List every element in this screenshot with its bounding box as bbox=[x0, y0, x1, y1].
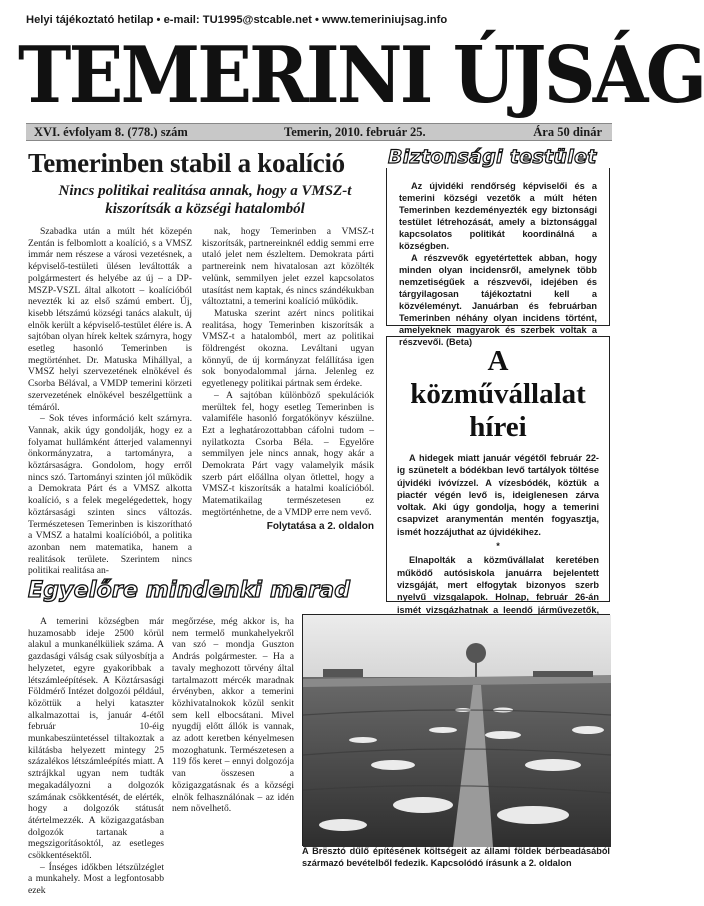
main-article-column-2 bbox=[202, 226, 374, 576]
sidebar1-headline: Biztonsági testület bbox=[388, 146, 597, 168]
header-tagline: Helyi tájékoztató hetilap • e-mail: TU1995@stcable.net • www.temeriniujsag.info bbox=[26, 14, 448, 26]
paragraph: megőrzése, még akkor is, ha nem termelő munkahelyekről van szó – mondja Guszton András polgármester. – Ha a tavaly meghozott törvény által tartalmazott mércék maradnak érvényben, akkor a temerini közhivatalnokok közül senkit sem kell elbocsátani. Mivel nyugdíj előtt állók is vannak, az adott keretben kényelmesen mozoghatunk. Természetesen a 119 fős keret – ennyi dolgozója van összesen a közigazgatásnak és a községi elnök felhasználónak – az idén nem növelhető. bbox=[172, 616, 294, 815]
paragraph: A temerini községben már huzamosabb ideje 2500 körül alakul a munkanélküliek száma. A gazdasági válság csak súlyosbítja a helyzetet, egyre gyakoribbak a létszámleépítések. A Köztársasági Földmérő Intézet dolgozói például, közöttük a helyi kataszter alkalmazottai is, január 4-étől február 10-éig munkabeszüntetéssel tiltakoztak a kilátásba helyezett mintegy 25 százalékos létszámleépítés miatt. A sztrájkkal ugyan nem tudták megakadályozni a dolgozók számának csökkentését, de elérték, hogy a dolgozók státusát átértelmezzék. A közigazgatásban dolgozók tartanak a megszigorításoktól, az esetleges csökkentésektől. bbox=[28, 616, 164, 862]
paragraph: – A sajtóban különböző spekulációk merültek fel, hogy esetleg Temerinben is valamiféle hasonló forgatókönyv készülne. Ezt a leghatározottabban cáfolni tudom – nyilatkozta Csorba Béla. – Egyelőre semmilyen jele nincs annak, hogy akár a Demokrata Párt vagy valamelyik másik szerb párt előállna olyan ötlettel, hogy a VMSZ-t kiszorítsák a hatalmi koalícióból. Matematikailag természetesen ez megtörténhetne, de a VMDP erre nem vevő. bbox=[202, 389, 374, 518]
separator-star: * bbox=[496, 541, 500, 552]
paragraph: A hidegek miatt január végétől február 22-ig szünetelt a bódékban levő tartályok töltése újvidéki ivóvízzel. A vízesbódék, köztük a piactér végén levő is, ideiglenesen zárva voltak. Aki úgy gondolja, hogy a temerini csapvizet aranymentán mentén fogyasztja, ismét hozzájuthat az újvidékihez. bbox=[397, 453, 599, 537]
sidebar1-box bbox=[386, 168, 610, 347]
place-date: Temerin, 2010. február 25. bbox=[284, 125, 426, 139]
main-headline: Temerinben stabil a koalíció bbox=[28, 148, 345, 178]
paragraph: Matuska szerint azért nincs politikai realitása, hogy Temerinben kiszorítsák a VMSZ-t a hatalomból, mert az politikai földrengést okozna. Leváltani ugyan könnyű, de új kormányzat felállítása igen sok bonyodalommal járna. Jelenleg ez egyetlenegy politikai pártnak sem érdeke. bbox=[202, 307, 374, 390]
volume-number: XVI. évfolyam 8. (778.) szám bbox=[34, 125, 188, 139]
sidebar2-box bbox=[386, 336, 610, 615]
continued-note: Folytatása a 2. oldalon bbox=[266, 520, 374, 532]
main-subheadline: Nincs politikai realitása annak, hogy a VMSZ-t kiszorítsák a községi hatalomból bbox=[58, 183, 352, 217]
issue-info-bar bbox=[26, 123, 612, 141]
second-article-column-1 bbox=[28, 616, 164, 902]
paragraph: Elnapolták a közművállalat keretében működő autósiskola januárra bejelentett vizsgáját, mert elfogytak bizonyos szerb nyelvű vizsgalapok. Holnap, február 26-án ismét vizsgázhatnak a leendő járművezetők, bbox=[397, 555, 599, 615]
field-road-photo bbox=[302, 614, 610, 846]
newspaper-title: TEMERINI ÚJSÁG bbox=[18, 30, 704, 121]
second-headline: Egyelőre mindenki marad bbox=[28, 578, 351, 603]
main-article-column-1 bbox=[28, 226, 192, 577]
price: Ára 50 dinár bbox=[533, 125, 602, 139]
photo-image bbox=[303, 615, 611, 847]
paragraph: Az újvidéki rendőrség képviselői és a temerini községi vezetők a múlt héten Temerinben kezdeményezték egy biztonsági testület létrehozását, amely a biztonsággal kapcsolatos politikát koordinálná a községben. bbox=[399, 181, 597, 251]
paragraph: A részvevők egyetértettek abban, hogy minden olyan incidensről, amelynek több nemzetiségűek a részvevői, idejében és tárgyilagosan tájékoztatni kell a közvéleményt. Januárban és februárban Temerinben néhány olyan incidens történt, amelyeknek magyarok és szerbek voltak a részvevői. (Beta) bbox=[399, 253, 597, 347]
photo-caption: A Brësztó dűlő építésének költségeit az állami földek bérbeadásából származó bevételből fedezik. Kapcsolódó írásunk a 2. oldalon bbox=[302, 846, 610, 868]
paragraph: Szabadka után a múlt hét közepén Zentán is felbomlott a koalíció, s a VMSZ immár nem részese a városi vezetésnek, a képviselő-testületi ülésen leváltották a polgármestert és helyébe az új – a DP-MSZP-VSZL által alkotott – koalícióból nevezték ki az első számú embert. Új, kisebb létszámú községi tanács alakult, új elnök került a képviselő-testület élére is. A sajtóban olyan hírek keltek szárnyra, hogy esetleg hasonló Temerinben is megtörténhet. Dr. Matuska Mihállyal, a VMSZ helyi szervezetének elnökével és Csorba Bélával, a VMDP temerini körzeti szervezetének elnökével beszélgettünk a témáról. bbox=[28, 226, 192, 413]
sidebar2-headline: A közművállalat hírei bbox=[410, 345, 586, 443]
paragraph: – Ínséges időkben létszülzéglet a munkahely. Most a legfontosabb ezek bbox=[28, 861, 164, 897]
second-article-column-2 bbox=[172, 616, 294, 902]
paragraph: nak, hogy Temerinben a VMSZ-t kiszorítsák, partnereinknél eddig semmi erre utaló jelet nem észleltem. Demokrata párti partnereink nem hivatalosan azt közölték velünk, semmilyen jelet ezzel kapcsolatos utasítást nem kaptak, és nincs szándékukban változtatni, a temerini koalíció működik. bbox=[202, 226, 374, 308]
paragraph: – Sok téves információ kelt szárnyra. Vannak, akik úgy gondolják, hogy ez a folyamat hullámként átterjed valamennyi önkormányzatra, a tartományra, a köztársaságra. Gondolom, hogy erről nincs szó. Tartományi szinten jól működik a Demokrata Párt és a VMSZ alkotta koalíció, s a felek megelégedettek, hogy köztársasági szinten sincs változás. Természetesen Temerinben is kiszorítható a VMSZ a hatalmi koalícióból, a politika azonban nem matematika, hanem a realitások területe. Szerintem nincs politikai realitása an- bbox=[28, 413, 192, 577]
